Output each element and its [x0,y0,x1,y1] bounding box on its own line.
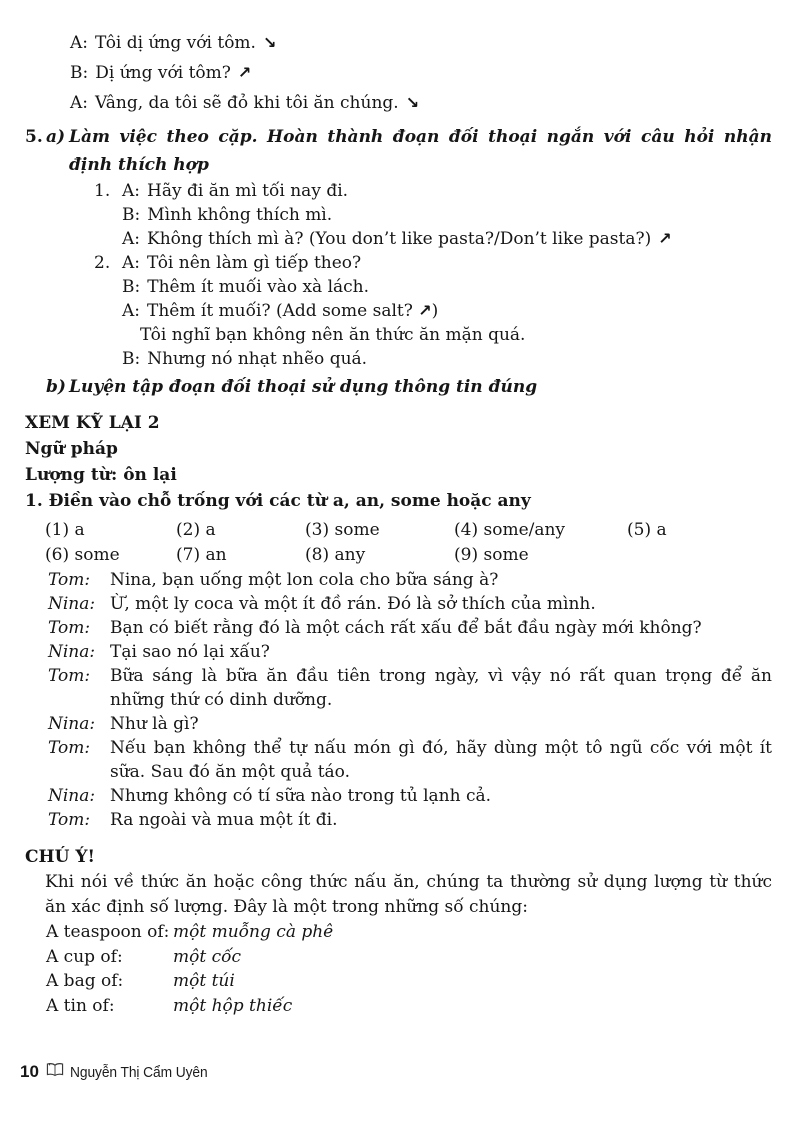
quantifier-vietnamese: một túi [173,971,235,991]
dialogue-line [94,275,772,299]
review-heading: XEM KỸ LẠI 2 [25,413,160,433]
conversation-line [48,640,772,664]
grammar-subheading: Ngữ pháp [25,439,118,459]
exercise-number: 5. [25,127,43,147]
speaker-label: Tom: [48,738,91,758]
open-book-icon [46,1062,64,1082]
quantifier-english: A teaspoon of: [46,922,170,942]
exercise-5b-title: Luyện tập đoạn đối thoại sử dụng thông tin đúng [69,377,538,397]
quantifier-row [46,920,772,945]
conversation-text: Nhưng không có tí sữa nào trong tủ lạnh cả. [110,786,492,806]
quantifier-vietnamese: một hộp thiếc [173,995,293,1016]
dialogue-text: Tôi nên làm gì tiếp theo? [147,253,362,273]
part-b-label: b) [46,377,66,397]
conversation-line [48,712,772,736]
note-heading: CHÚ Ý! [25,847,95,867]
speaker-label: B: [70,63,89,83]
quantifier-row [46,969,772,994]
quantifier-row [46,945,772,970]
conversation-line [48,808,772,832]
answer-item: (8) any [305,545,366,565]
conversation-line [48,784,772,808]
speaker-label: Nina: [48,714,96,734]
speaker-label: A: [122,181,141,201]
conversation-line [48,568,772,592]
exercise-5 [25,123,772,401]
dialogue-line [70,58,772,88]
speaker-label: A: [70,33,89,53]
speaker-label: Tom: [48,570,91,590]
tom-nina-conversation [48,568,772,832]
note-section [25,844,772,1018]
quantifier-subheading: Lượng từ: ôn lại [25,465,177,485]
dialogue-line [94,347,772,371]
answer-item: (6) some [45,545,120,565]
quantifier-english: A bag of: [46,971,124,991]
dialogue-text: Thêm ít muối vào xà lách. [147,277,370,297]
part-a-label: a) [46,127,66,147]
conversation-text: Bạn có biết rằng đó là một cách rất xấu để bắt đầu ngày mới không? [110,618,702,638]
page-footer [20,1062,219,1082]
speaker-label: Nina: [48,594,96,614]
exercise-5a-dialogues [94,179,772,371]
dialogue-continuation-line [94,323,772,347]
quantifier-english: A cup of: [46,946,123,967]
answer-item: (1) a [45,520,85,540]
speaker-label: Tom: [48,618,91,638]
dialogue-text: Hãy đi ăn mì tối nay đi. [147,181,349,201]
conversation-line [48,592,772,616]
conversation-text: Tại sao nó lại xấu? [110,642,270,662]
item-number: 1. [94,181,111,201]
dialogue-text: Tôi dị ứng với tôm. [95,33,256,53]
speaker-label: Nina: [48,786,96,806]
dialogue-text: Thêm ít muối? (Add some salt? [147,301,413,321]
dialogue-text: Mình không thích mì. [147,205,333,225]
answer-item: (5) a [627,520,667,540]
intro-dialogue [70,28,772,118]
exercise-5b-heading [46,373,772,401]
answer-item: (2) a [176,520,216,540]
note-paragraph: Khi nói về thức ăn hoặc công thức nấu ăn, chúng ta thường sử dụng lượng từ thức ăn xác định số lượng. Đây là một trong những số chúng: [45,872,772,917]
dialogue-line [94,203,772,227]
dialogue-text: ) [431,301,439,321]
quantifier-english: A tin of: [46,995,115,1016]
answer-item: (9) some [454,545,529,565]
exercise-5a-title: Làm việc theo cặp. Hoàn thành đoạn đối thoại ngắn với câu hỏi nhận định thích hợp [69,127,772,175]
dialogue-text: Nhưng nó nhạt nhẽo quá. [147,349,368,369]
exercise-5a-heading [25,123,772,179]
conversation-text: Nếu bạn không thể tự nấu món gì đó, hãy dùng một tô ngũ cốc với một ít sữa. Sau đó ăn một quả táo. [110,738,772,782]
speaker-label: B: [122,277,141,297]
conversation-text: Như là gì? [110,714,199,734]
dialogue-text: Tôi nghĩ bạn không nên ăn thức ăn mặn quá. [140,325,526,345]
review-section [25,410,772,832]
dialogue-line [70,28,772,58]
speaker-label: A: [122,253,141,273]
quantifier-row [46,994,772,1019]
conversation-line [48,616,772,640]
speaker-label: Tom: [48,666,91,686]
exercise-1-title: 1. Điền vào chỗ trống với các từ a, an, some hoặc any [25,491,531,511]
conversation-text: Ừ, một ly coca và một ít đồ rán. Đó là sở thích của mình. [110,594,596,614]
answer-item [627,543,772,568]
dialogue-text: Dị ứng với tôm? [95,63,231,83]
rising-intonation-arrow-icon: ↗ [237,63,252,82]
answer-item: (3) some [305,520,380,540]
speaker-label: Tom: [48,810,91,830]
rising-intonation-arrow-icon: ↗ [658,229,672,248]
conversation-text: Ra ngoài và mua một ít đi. [110,810,338,830]
dialogue-line [94,251,772,275]
speaker-label: A: [122,229,141,249]
dialogue-line [70,88,772,118]
dialogue-line [94,299,772,323]
conversation-line [48,664,772,712]
conversation-line [48,736,772,784]
answer-row [45,518,772,543]
dialogue-text: Không thích mì à? (You don’t like pasta?/Don’t like pasta?) [147,229,652,249]
dialogue-line [94,227,772,251]
falling-intonation-arrow-icon: ↘ [405,93,420,112]
rising-intonation-arrow-icon: ↗ [418,301,432,320]
quantifier-vietnamese: một cốc [173,946,242,967]
speaker-label: B: [122,349,141,369]
speaker-label: B: [122,205,141,225]
answer-item: (4) some/any [454,520,566,540]
conversation-text: Bữa sáng là bữa ăn đầu tiên trong ngày, vì vậy nó rất quan trọng để ăn những thứ có dinh dưỡng. [110,666,772,710]
speaker-label: A: [70,93,89,113]
answer-item: (7) an [176,545,227,565]
speaker-label: Nina: [48,642,96,662]
answer-key [45,518,772,568]
speaker-label: A: [122,301,141,321]
conversation-text: Nina, bạn uống một lon cola cho bữa sáng à? [110,570,499,590]
item-number: 2. [94,253,111,273]
dialogue-line [94,179,772,203]
author-name: Nguyễn Thị Cẩm Uyên [69,1063,208,1081]
page-number: 10 [20,1062,39,1081]
quantifier-vietnamese: một muỗng cà phê [173,922,334,942]
falling-intonation-arrow-icon: ↘ [262,33,277,52]
dialogue-text: Vâng, da tôi sẽ đỏ khi tôi ăn chúng. [95,93,399,113]
answer-row [45,543,772,568]
